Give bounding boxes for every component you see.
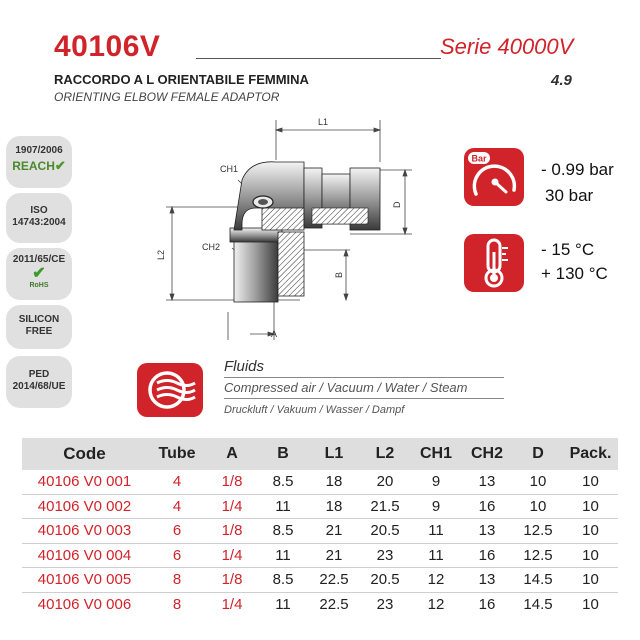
table-body [22,470,618,616]
cell-code: 40106 V0 001 [22,470,147,494]
cell-ch1: 12 [411,568,461,593]
cell-ch2: 13 [461,568,513,593]
cert-silicon-badge [6,305,72,349]
header-b: B [257,438,309,470]
cell-ch2: 13 [461,519,513,544]
cell-l1: 21 [309,543,359,568]
temperature-min: - 15 °C [541,240,595,259]
cert-iso-badge [6,193,72,243]
cell-ch2: 16 [478,595,496,613]
cert-reach-line1: 1907/2006 [15,145,63,156]
cell-d: 14.5 [513,568,563,593]
title-divider [196,58,441,59]
cell-b: 11 [275,595,291,613]
d-label: D [392,201,402,208]
cell-pack: 10 [563,543,618,568]
table-row [22,543,618,568]
cell-l1: 22.5 [319,595,349,613]
l1-label: L1 [318,117,329,127]
header-ch2: CH2 [461,438,513,470]
cell-ch1: 12 [427,595,445,613]
cell-a: 1/4 [207,494,257,519]
rohs-check-icon: ✔ [32,265,46,282]
fluids-icon [137,363,203,417]
header-code: Code [22,438,147,470]
cell-b: 8.5 [257,519,309,544]
header-a: A [207,438,257,470]
cert-reach-badge [6,136,72,188]
temperature-badge [464,234,524,292]
cell-pack: 10 [563,470,618,494]
cell-d: 10 [513,494,563,519]
cell-ch2: 13 [461,470,513,494]
cell-a: 1/4 [207,543,257,568]
header-d: D [513,438,563,470]
spec-table [22,438,618,616]
pressure-max: 30 bar [545,186,594,205]
cell-l1: 18 [309,494,359,519]
thermometer-icon [464,234,524,292]
temperature-max: + 130 °C [541,264,608,283]
fluids-divider-bottom [224,398,504,399]
cell-b: 8.5 [257,568,309,593]
cell-pack: 10 [563,568,618,593]
cell-pack: 10 [563,519,618,544]
header-pack: Pack. [563,438,618,470]
cell-a: 1/8 [207,519,257,544]
cell-l1: 18 [309,470,359,494]
cell-l2: 23 [376,595,394,613]
cell-a: 1/8 [207,470,257,494]
header-tube: Tube [147,438,207,470]
cell-ch2: 16 [461,543,513,568]
cell-d: 10 [513,470,563,494]
cell-ch1: 9 [411,470,461,494]
cert-rohs-line1: 2011/65/CE [12,254,66,265]
pressure-min: - 0.99 bar [541,160,614,179]
header-ch1: CH1 [411,438,461,470]
cell-l2: 20.5 [359,519,411,544]
cert-iso-line2: 14743:2004 [12,217,66,228]
cell-tube: 6 [147,519,207,544]
cert-rohs-badge [6,248,72,300]
cell-l2: 23 [359,543,411,568]
cell-ch2: 16 [461,494,513,519]
cert-reach-line2: REACH [12,159,55,173]
cert-ped-badge [6,356,72,408]
header-l1: L1 [309,438,359,470]
cell-code: 40106 V0 006 [37,595,132,613]
cell-pack: 10 [563,494,618,519]
product-name-italian: RACCORDO A L ORIENTABILE FEMMINA [54,72,309,87]
cell-ch1: 9 [411,494,461,519]
cert-iso-line1: ISO [30,205,48,216]
table-row [22,494,618,519]
pressure-gauge-icon [464,148,524,206]
ch2-label: CH2 [202,242,221,252]
page-number: 4.9 [551,72,572,89]
cell-a: 1/8 [207,568,257,593]
series-label: Serie 40000V [440,34,574,59]
b-label: B [334,271,344,278]
cell-d: 12.5 [513,519,563,544]
table-row [22,592,618,616]
cell-l2: 20 [359,470,411,494]
cell-b: 11 [257,543,309,568]
header-l2: L2 [359,438,411,470]
cert-ped-line1: PED [28,369,50,380]
cell-d: 14.5 [523,595,553,613]
cell-l2: 21.5 [359,494,411,519]
cell-a: 1/4 [221,595,243,613]
table-header-row [22,438,618,470]
cert-ped-line2: 2014/68/UE [12,381,66,392]
reach-check-icon: ✔ [54,158,66,173]
cell-code: 40106 V0 003 [22,519,147,544]
cell-ch1: 11 [411,543,461,568]
cell-pack: 10 [582,595,599,613]
fluids-label: Fluids [224,358,265,375]
fluids-list-english: Compressed air / Vacuum / Water / Steam [224,380,468,395]
bar-badge-text: Bar [471,153,487,164]
cell-tube: 4 [147,470,207,494]
table-row [22,519,618,544]
cert-rohs-line2: RoHS [29,282,49,289]
cell-l2: 20.5 [359,568,411,593]
cell-d: 12.5 [513,543,563,568]
table-row [22,568,618,593]
fluids-list-german: Druckluft / Vakuum / Wasser / Dampf [224,404,405,416]
cell-ch1: 11 [411,519,461,544]
table-row [22,470,618,494]
cell-b: 11 [257,494,309,519]
cell-tube: 8 [147,568,207,593]
cell-l1: 21 [309,519,359,544]
cell-l1: 22.5 [309,568,359,593]
fitting-technical-drawing [150,112,430,347]
pressure-badge [464,148,524,206]
cell-code: 40106 V0 005 [22,568,147,593]
l2-label: L2 [156,249,166,260]
ch1-label: CH1 [220,164,239,174]
cert-silicon-line2: FREE [25,326,53,337]
cell-tube: 4 [147,494,207,519]
product-code-title: 40106V [54,30,161,63]
cell-b: 8.5 [257,470,309,494]
cert-silicon-line1: SILICON [18,314,60,325]
cell-code: 40106 V0 004 [22,543,147,568]
cell-tube: 8 [172,595,182,613]
product-name-english: ORIENTING ELBOW FEMALE ADAPTOR [54,90,280,104]
a-label: A [271,329,278,339]
cell-code: 40106 V0 002 [22,494,147,519]
cell-tube: 6 [147,543,207,568]
fluids-divider-top [224,377,504,378]
